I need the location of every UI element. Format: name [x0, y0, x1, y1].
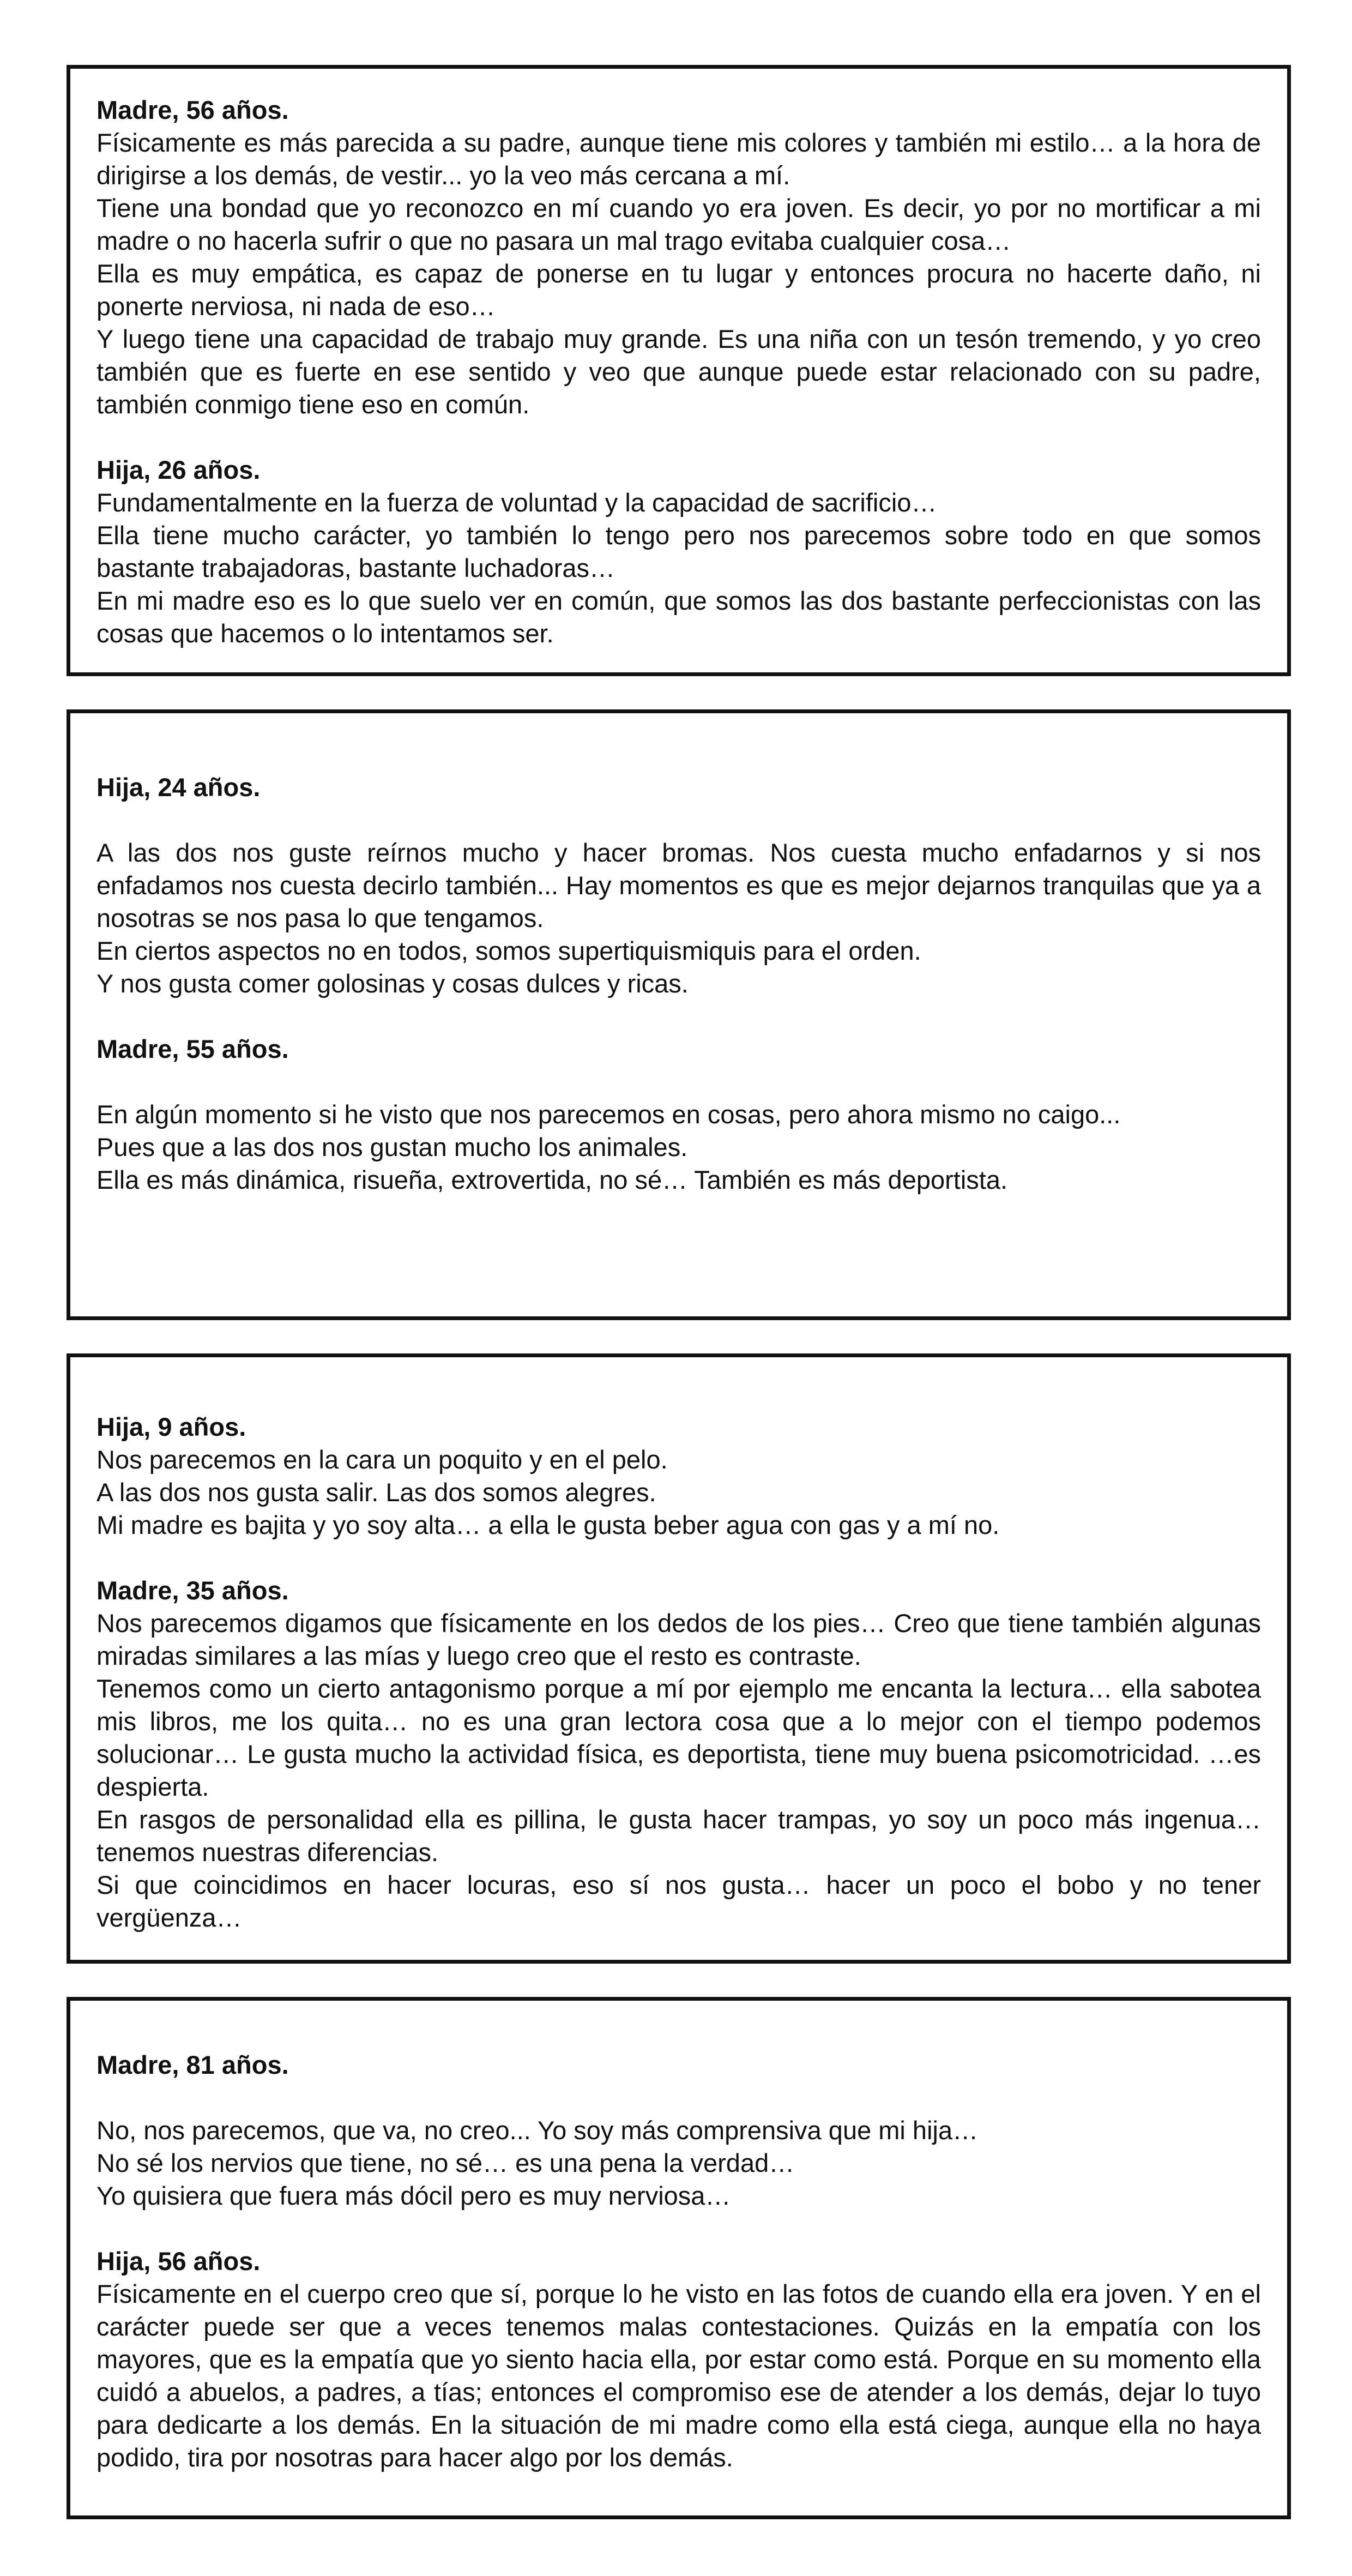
testimony-paragraph: Pues que a las dos nos gustan mucho los animales. [96, 1133, 688, 1161]
testimony-box-1 [67, 65, 1291, 676]
testimony-paragraph: Yo quisiera que fuera más dócil pero es muy nerviosa… [96, 2181, 731, 2210]
testimony-paragraph: No, nos parecemos, que va, no creo... Yo soy más comprensiva que mi hija… [96, 2116, 979, 2145]
testimony-paragraph: Tiene una bondad que yo reconozco en mí cuando yo era joven. Es decir, yo por no mortificar a mi madre o no hacerla sufrir o que no pasara un mal trago evitaba cualquier cosa… [96, 194, 1261, 255]
testimony-paragraph: En ciertos aspectos no en todos, somos supertiquismiquis para el orden. [96, 936, 921, 965]
speaker-heading: Madre, 35 años. [96, 1576, 289, 1605]
speaker-heading: Madre, 55 años. [96, 1034, 289, 1063]
speaker-heading: Hija, 24 años. [96, 773, 261, 802]
speaker-heading: Madre, 56 años. [96, 95, 289, 124]
testimony-paragraph: Ella es más dinámica, risueña, extrovertida, no sé… También es más deportista. [96, 1165, 1008, 1194]
testimony-box-4 [67, 1997, 1291, 2519]
testimony-box-2 [67, 709, 1291, 1320]
speaker-heading: Hija, 26 años. [96, 455, 261, 484]
testimony-paragraph: Nos parecemos digamos que físicamente en los dedos de los pies… Creo que tiene también algunas miradas similares a las mías y luego creo que el resto es contraste. [96, 1609, 1261, 1670]
testimony-paragraph: Ella es muy empática, es capaz de ponerse en tu lugar y entonces procura no hacerte daño, ni ponerte nerviosa, ni nada de eso… [96, 259, 1261, 321]
speaker-heading: Hija, 56 años. [96, 2247, 261, 2276]
testimony-paragraph: En mi madre eso es lo que suelo ver en común, que somos las dos bastante perfeccionistas con las cosas que hacemos o lo intentamos ser. [96, 586, 1261, 648]
speaker-heading: Madre, 81 años. [96, 2050, 289, 2079]
testimony-paragraph: Físicamente es más parecida a su padre, aunque tiene mis colores y también mi estilo… a la hora de dirigirse a los demás, de vestir... yo la veo más cercana a mí. [96, 128, 1261, 190]
testimony-paragraph: A las dos nos gusta salir. Las dos somos alegres. [96, 1478, 656, 1507]
testimony-paragraph: Si que coincidimos en hacer locuras, eso sí nos gusta… hacer un poco el bobo y no tener vergüenza… [96, 1870, 1261, 1932]
testimony-box-3 [67, 1353, 1291, 1964]
testimony-paragraph: Tenemos como un cierto antagonismo porque a mí por ejemplo me encanta la lectura… ella sabotea mis libros, me los quita… no es una gran lectora cosa que a lo mejor con el tiempo podemos solucionar… Le gusta mucho la actividad física, es deportista, tiene muy buena psicomotricidad. …es despierta. [96, 1674, 1261, 1801]
testimony-paragraph: Y nos gusta comer golosinas y cosas dulces y ricas. [96, 969, 689, 998]
testimony-paragraph: Y luego tiene una capacidad de trabajo muy grande. Es una niña con un tesón tremendo, y yo creo también que es fuerte en ese sentido y veo que aunque puede estar relacionado con su padre, también conmigo tiene eso en común. [96, 324, 1261, 419]
testimony-paragraph: Nos parecemos en la cara un poquito y en el pelo. [96, 1445, 668, 1474]
testimony-paragraph: Fundamentalmente en la fuerza de voluntad y la capacidad de sacrificio… [96, 488, 937, 517]
testimony-paragraph: Físicamente en el cuerpo creo que sí, porque lo he visto en las fotos de cuando ella era joven. Y en el carácter puede ser que a veces tenemos malas contestaciones. Quizás en la empatía con los mayores, que es la empatía que yo siento hacia ella, por estar como está. Porque en su momento ella cuidó a abuelos, a padres, a tías; entonces el compromiso ese de atender a los demás, dejar lo tuyo para dedicarte a los demás. En la situación de mi madre como ella está ciega, aunque ella no haya podido, tira por nosotras para hacer algo por los demás. [96, 2279, 1261, 2472]
testimony-paragraph: En algún momento si he visto que nos parecemos en cosas, pero ahora mismo no caigo... [96, 1100, 1121, 1129]
testimony-paragraph: Ella tiene mucho carácter, yo también lo tengo pero nos parecemos sobre todo en que somos bastante trabajadoras, bastante luchadoras… [96, 521, 1261, 582]
testimony-paragraph: A las dos nos guste reírnos mucho y hacer bromas. Nos cuesta mucho enfadarnos y si nos enfadamos nos cuesta decirlo también... Hay momentos es que es mejor dejarnos tranquilas que ya a nosotras se nos pasa lo que tengamos. [96, 838, 1261, 932]
speaker-heading: Hija, 9 años. [96, 1412, 246, 1441]
testimony-paragraph: No sé los nervios que tiene, no sé… es una pena la verdad… [96, 2148, 795, 2177]
testimony-paragraph: Mi madre es bajita y yo soy alta… a ella le gusta beber agua con gas y a mí no. [96, 1510, 1000, 1539]
testimony-paragraph: En rasgos de personalidad ella es pillina, le gusta hacer trampas, yo soy un poco más ingenua… tenemos nuestras diferencias. [96, 1805, 1261, 1867]
